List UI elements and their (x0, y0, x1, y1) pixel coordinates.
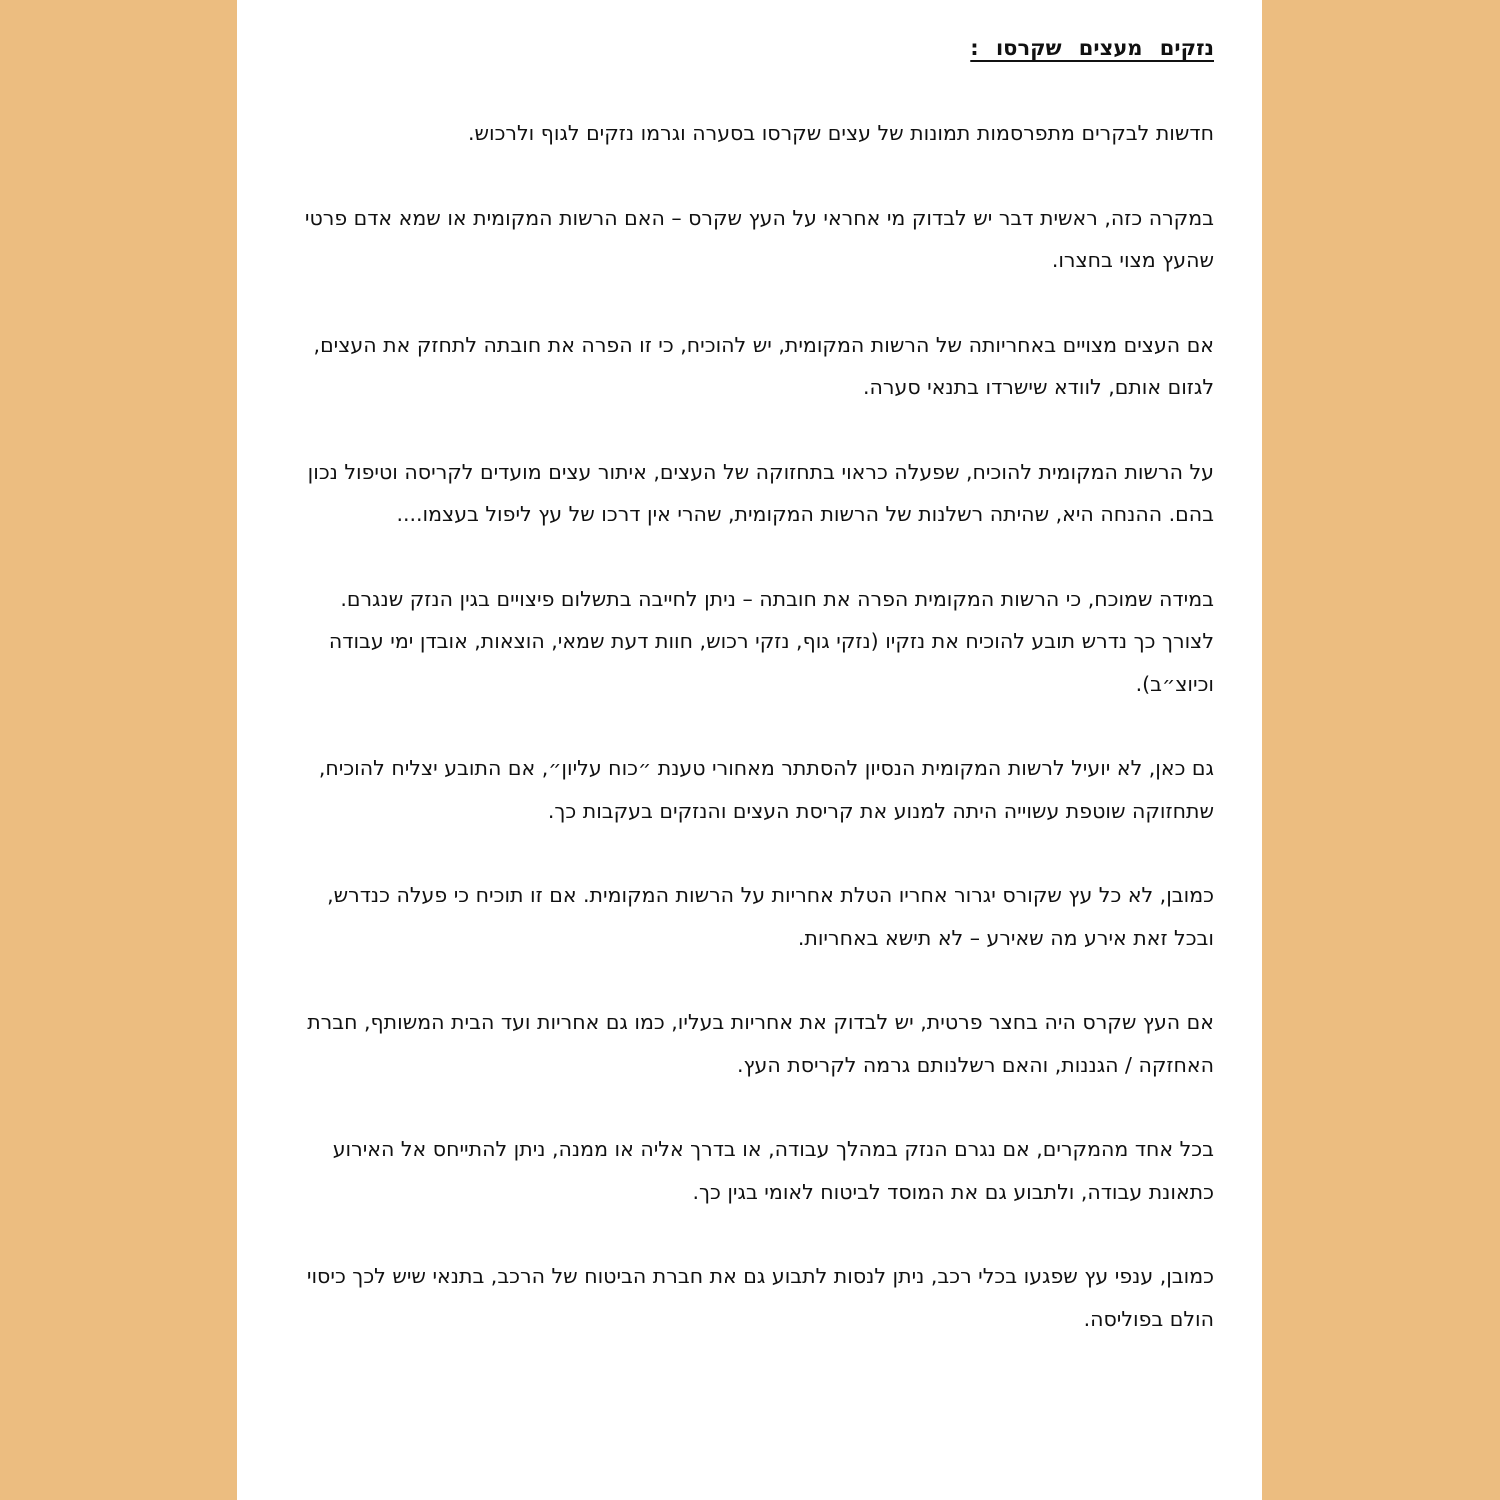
document-title-text: נזקים מעצים שקרסו : (970, 36, 1214, 60)
document-page (237, 0, 1262, 1500)
paragraph-10: כמובן, ענפי עץ שפגעו בכלי רכב, ניתן לנסות לתבוע גם את חברת הביטוח של הרכב, בתנאי שיש לכך כיסוי הולם בפוליסה. (306, 1264, 1214, 1331)
document-content (284, 28, 1214, 1382)
paragraph-8: אם העץ שקרס היה בחצר פרטית, יש לבדוק את אחריות בעליו, כמו גם אחריות ועד הבית המשותף, חברת האחזקה / הגננות, והאם רשלנותם גרמה לקריסת העץ. (307, 1010, 1214, 1077)
paragraph-4: על הרשות המקומית להוכיח, שפעלה כראוי בתחזוקה של העצים, איתור עצים מועדים לקריסה וטיפול נכון בהם. ההנחה היא, שהיתה רשלנות של הרשות המקומית, שהרי אין דרכו של עץ ליפול בעצמו.... (307, 459, 1214, 526)
paragraph-2: במקרה כזה, ראשית דבר יש לבדוק מי אחראי על העץ שקרס – האם הרשות המקומית או שמא אדם פרטי שהעץ מצוי בחצרו. (304, 205, 1214, 272)
paragraph-5: במידה שמוכח, כי הרשות המקומית הפרה את חובתה – ניתן לחייבה בתשלום פיצויים בגין הנזק שנגרם. לצורך כך נדרש תובע להוכיח את נזקיו (נזקי גוף, נזקי רכוש, חוות דעת שמאי, הוצאות, אובדן ימי עבודה וכיוצ״ב). (328, 586, 1214, 696)
paragraph-6: גם כאן, לא יועיל לרשות המקומית הנסיון להסתתר מאחורי טענת ״כוח עליון״, אם התובע יצליח להוכיח, שתחזוקה שוטפת עשוייה היתה למנוע את קריסת העצים והנזקים בעקבות כך. (318, 756, 1214, 823)
paragraph-1: חדשות לבקרים מתפרסמות תמונות של עצים שקרסו בסערה וגרמו נזקים לגוף ולרכוש. (467, 121, 1214, 145)
paragraph-3: אם העצים מצויים באחריותה של הרשות המקומית, יש להוכיח, כי זו הפרה את חובתה לתחזק את העצים, לגזום אותם, לוודא שישרדו בתנאי סערה. (313, 332, 1214, 399)
paragraph-9: בכל אחד מהמקרים, אם נגרם הנזק במהלך עבודה, או בדרך אליה או ממנה, ניתן להתייחס אל האירוע כתאונת עבודה, ולתבוע גם את המוסד לביטוח לאומי בגין כך. (332, 1137, 1214, 1204)
document-title (284, 28, 1214, 68)
paragraph-7: כמובן, לא כל עץ שקורס יגרור אחריו הטלת אחריות על הרשות המקומית. אם זו תוכיח כי פעלה כנדרש, ובכל זאת אירע מה שאירע – לא תישא באחריות. (327, 883, 1214, 950)
